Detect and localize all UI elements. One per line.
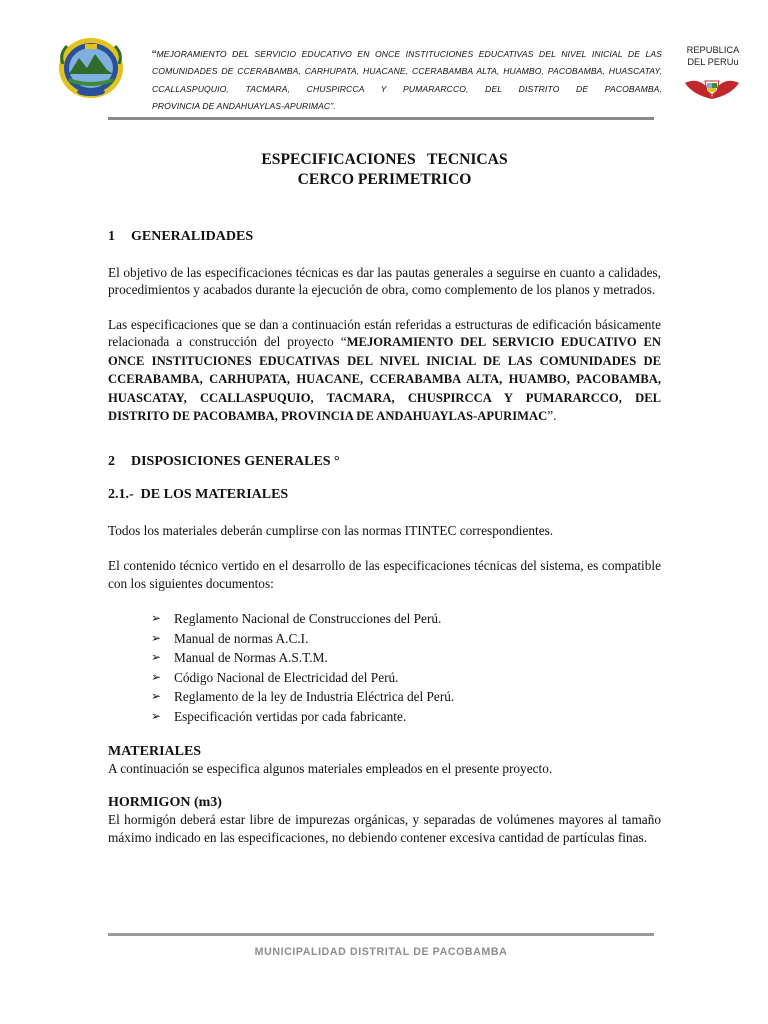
materiales-heading: MATERIALES bbox=[108, 743, 202, 759]
section-2-number: 2 bbox=[108, 453, 115, 469]
footer-divider bbox=[108, 933, 654, 936]
list-item bbox=[151, 609, 661, 629]
section-2-1-heading: 2.1.- DE LOS MATERIALES bbox=[108, 487, 289, 502]
section-1-title: GENERALIDADES bbox=[131, 229, 254, 244]
paragraph-2-tail: ”. bbox=[547, 408, 557, 423]
list-item bbox=[151, 707, 661, 727]
arrow-bullet-icon: ➢ bbox=[151, 669, 162, 684]
arrow-bullet-icon: ➢ bbox=[151, 630, 162, 645]
section-1-paragraph-2 bbox=[108, 316, 661, 426]
list-item bbox=[151, 687, 661, 707]
reference-documents-list bbox=[108, 609, 661, 727]
header-project-title: MEJORAMIENTO DEL SERVICIO EDUCATIVO EN ONCE INSTITUCIONES EDUCATIVAS DEL NIVEL INICIAL DE LAS COMUNIDADES DE CCERABAMBA, CARHUPATA, HUACANE, CCERABAMBA ALTA, HUAMBO, PACOBAMBA, HUASCATAY, CCALLASPUQUIO, TACMARA, CHUSPIRCCA Y PUMARARCCO, DEL DISTRITO DE PACOBAMBA, bbox=[152, 49, 662, 94]
section-2-heading bbox=[108, 453, 661, 471]
list-item bbox=[151, 629, 661, 649]
hormigon-paragraph: El hormigón deberá estar libre de impurezas orgánicas, y separadas de volúmenes mayores al tamaño máximo indicado en las especificaciones, no debiendo contener excesiva cantidad de partículas finas. bbox=[108, 812, 661, 845]
section-2-paragraph-2: El contenido técnico vertido en el desarrollo de las especificaciones técnicas del sistema, es compatible con los siguientes documentos: bbox=[108, 558, 661, 591]
list-item-text: Manual de normas A.C.I. bbox=[174, 630, 309, 646]
document-title bbox=[108, 150, 661, 190]
header-divider bbox=[108, 117, 654, 120]
title-line-1: ESPECIFICACIONES TECNICAS bbox=[261, 151, 508, 168]
section-1-number: 1 bbox=[108, 229, 115, 244]
list-item-text: Reglamento de la ley de Industria Eléctrica del Perú. bbox=[174, 689, 455, 705]
arrow-bullet-icon: ➢ bbox=[151, 650, 162, 665]
arrow-bullet-icon: ➢ bbox=[151, 708, 162, 723]
list-item bbox=[151, 668, 661, 688]
republica-line-2: DEL PERUu bbox=[687, 56, 739, 67]
paragraph-2-lead: Las especificaciones que se dan a continuación están referidas a estructuras de edificación básicamente relacionada a construcción del proyecto “ bbox=[108, 316, 661, 349]
document-body bbox=[108, 150, 661, 846]
project-header-text bbox=[152, 46, 662, 115]
peru-coat-of-arms-icon bbox=[683, 75, 741, 101]
paragraph-2-project-name: MEJORAMIENTO DEL SERVICIO EDUCATIVO EN ONCE INSTITUCIONES EDUCATIVAS DEL NIVEL INICIAL DE LAS COMUNIDADES DE CCERABAMBA, CARHUPATA, HUACANE, CCERABAMBA ALTA, HUAMBO, PACOBAMBA, HUASCATAY, CCALLASPUQUIO, TACMARA, CHUSPIRCCA Y PUMARARCCO, DEL DISTRITO DE PACOBAMBA, PROVINCIA DE ANDAHUAYLAS-APURIMAC bbox=[108, 335, 661, 423]
title-line-2: CERCO PERIMETRICO bbox=[297, 171, 472, 188]
republica-label bbox=[678, 45, 748, 68]
arrow-bullet-icon: ➢ bbox=[151, 689, 162, 704]
header-open-quote: “ bbox=[152, 47, 157, 62]
footer-municipality: MUNICIPALIDAD DISTRITAL DE PACOBAMBA bbox=[254, 946, 508, 958]
list-item-text: Reglamento Nacional de Construcciones del Perú. bbox=[174, 611, 442, 626]
list-item-text: Manual de Normas A.S.T.M. bbox=[174, 650, 328, 666]
hormigon-heading: HORMIGON (m3) bbox=[108, 794, 222, 810]
header-project-title-last-line: PROVINCIA DE ANDAHUAYLAS-APURIMAC”. bbox=[152, 100, 336, 111]
section-2-title: DISPOSICIONES GENERALES ° bbox=[131, 453, 340, 469]
section-1-paragraph-1: El objetivo de las especificaciones técnicas es dar las pautas generales a seguirse en cuanto a calidades, procedimientos y acabados durante la ejecución de obra, como complemento de los planos y metrados. bbox=[108, 264, 661, 297]
republica-line-1: REPUBLICA bbox=[686, 45, 740, 55]
arrow-bullet-icon: ➢ bbox=[151, 611, 162, 625]
list-item-text: Código Nacional de Electricidad del Perú. bbox=[174, 669, 399, 685]
section-2-paragraph-1: Todos los materiales deberán cumplirse con las normas ITINTEC correspondientes. bbox=[108, 522, 554, 538]
materiales-paragraph: A continuación se especifica algunos materiales empleados en el presente proyecto. bbox=[108, 761, 553, 777]
list-item-text: Especificación vertidas por cada fabricante. bbox=[174, 708, 407, 724]
list-item bbox=[151, 648, 661, 668]
municipal-seal-logo bbox=[57, 34, 125, 100]
section-1-heading bbox=[108, 228, 661, 246]
